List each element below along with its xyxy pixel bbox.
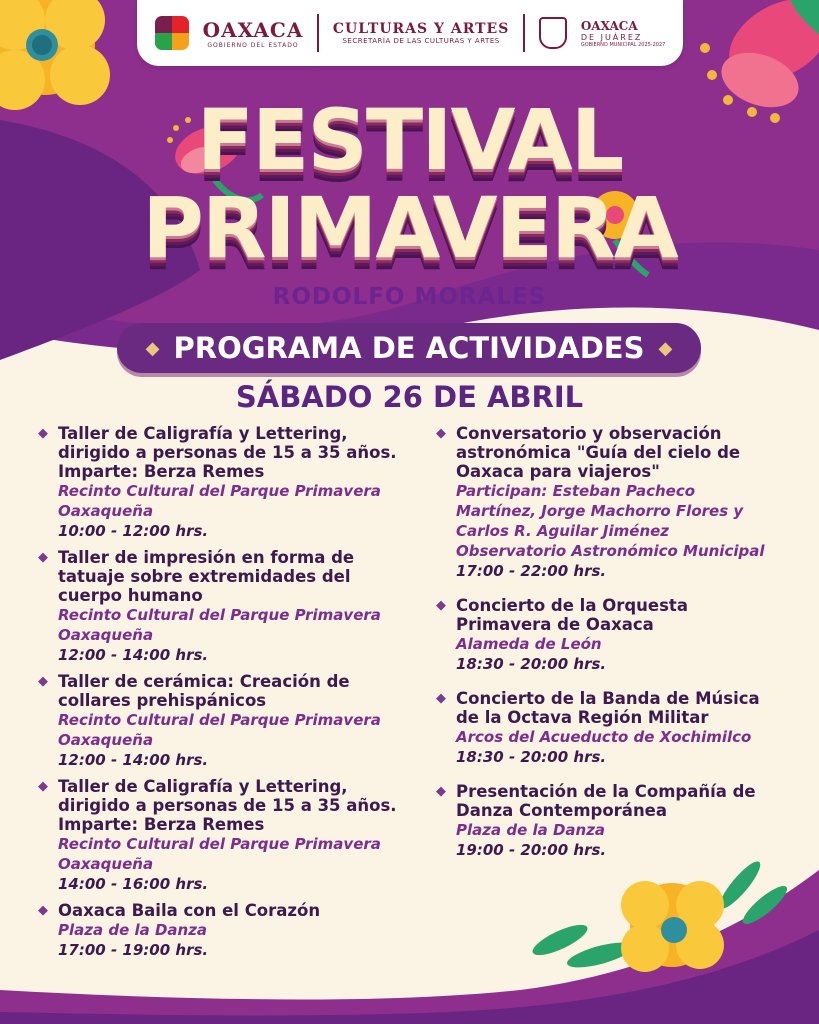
activity-place-line: Recinto Cultural del Parque Primavera xyxy=(58,482,381,500)
culturas-name: CULTURAS Y ARTES xyxy=(332,21,510,37)
activity-time: 12:00 - 14:00 hrs. xyxy=(58,751,209,769)
activity-time: 10:00 - 12:00 hrs. xyxy=(58,522,209,540)
activity-place-line: Oaxaqueña xyxy=(58,502,154,520)
divider xyxy=(523,14,525,52)
oaxaca-state-sub: GOBIERNO DEL ESTADO xyxy=(207,41,299,49)
activity-item xyxy=(436,424,796,581)
oaxaca-state-logo-icon xyxy=(155,16,189,50)
activity-title-line: Taller de Caligrafía y Lettering, xyxy=(58,424,348,443)
activity-place-line: Plaza de la Danza xyxy=(58,921,208,939)
activity-title-line: Oaxaca Baila con el Corazón xyxy=(58,901,321,920)
activity-place-line: Recinto Cultural del Parque Primavera xyxy=(58,606,381,624)
bullet-diamond-icon: ◆ xyxy=(436,784,446,799)
festival-title xyxy=(0,91,819,277)
bullet-diamond-icon: ◆ xyxy=(38,674,48,689)
activity-place-line: Observatorio Astronómico Municipal xyxy=(456,542,765,560)
activity-time: 18:30 - 20:00 hrs. xyxy=(456,655,607,673)
festival-subtitle: RODOLFO MORALES xyxy=(272,284,547,310)
activity-item xyxy=(38,548,408,665)
juarez-sub: GOBIERNO MUNICIPAL 2025-2027 xyxy=(580,41,666,48)
activity-item xyxy=(38,777,408,894)
activity-time: 19:00 - 20:00 hrs. xyxy=(456,841,607,859)
activity-title-line: de la Octava Región Militar xyxy=(456,708,709,727)
title-line-2: PRIMAVERA xyxy=(142,179,677,277)
bullet-diamond-icon: ◆ xyxy=(436,426,446,441)
activity-place-line: Oaxaqueña xyxy=(58,626,154,644)
program-label: PROGRAMA DE ACTIVIDADES xyxy=(173,331,645,365)
diamond-icon: ◆ xyxy=(658,337,673,359)
activity-title-line: Concierto de la Orquesta xyxy=(456,596,688,615)
activities-right-column xyxy=(436,424,796,875)
oaxaca-state-name: OAXACA xyxy=(202,17,304,42)
culturas-logo xyxy=(333,21,509,45)
bullet-diamond-icon: ◆ xyxy=(38,779,48,794)
header-logos xyxy=(137,0,683,66)
activity-title-line: cuerpo humano xyxy=(58,586,203,605)
bullet-diamond-icon: ◆ xyxy=(38,903,48,918)
activity-title-line: Oaxaca para viajeros" xyxy=(456,462,660,481)
activity-title-line: Concierto de la Banda de Música xyxy=(456,689,760,708)
activity-item xyxy=(38,672,408,770)
activity-place-line: Plaza de la Danza xyxy=(456,821,606,839)
activity-place-line: Recinto Cultural del Parque Primavera xyxy=(58,711,381,729)
activity-title-line: dirigido a personas de 15 a 35 años. xyxy=(58,443,397,462)
activity-place-line: Alameda de León xyxy=(456,635,602,653)
activity-time: 18:30 - 20:00 hrs. xyxy=(456,748,607,766)
activity-item xyxy=(436,596,796,674)
bullet-diamond-icon: ◆ xyxy=(38,550,48,565)
juarez-mid: DE JUÁREZ xyxy=(580,32,643,42)
activity-time: 17:00 - 19:00 hrs. xyxy=(58,941,209,959)
activity-place-line: Participan: Esteban Pacheco xyxy=(456,482,696,500)
activity-item xyxy=(38,901,408,960)
event-date: SÁBADO 26 DE ABRIL xyxy=(235,380,584,414)
activity-place-line: Martínez, Jorge Machorro Flores y xyxy=(456,502,744,520)
activity-title-line: Imparte: Berza Remes xyxy=(58,462,265,481)
activity-title-line: Taller de impresión en forma de xyxy=(58,548,355,567)
juarez-name: OAXACA xyxy=(580,18,638,33)
diamond-icon: ◆ xyxy=(145,337,160,359)
program-banner xyxy=(117,323,701,373)
activity-time: 12:00 - 14:00 hrs. xyxy=(58,646,209,664)
activity-place-line: Oaxaqueña xyxy=(58,855,154,873)
activity-place-line: Carlos R. Aguilar Jiménez xyxy=(456,522,670,540)
juarez-logo xyxy=(581,19,666,48)
activity-title-line: collares prehispánicos xyxy=(58,691,267,710)
divider xyxy=(317,14,319,52)
bullet-diamond-icon: ◆ xyxy=(436,691,446,706)
oaxaca-state-logo xyxy=(203,18,304,49)
activity-title-line: tatuaje sobre extremidades del xyxy=(58,567,351,586)
activities-left-column xyxy=(38,424,408,967)
activity-time: 17:00 - 22:00 hrs. xyxy=(456,562,607,580)
bullet-diamond-icon: ◆ xyxy=(38,426,48,441)
flower-top-left-icon xyxy=(0,0,110,110)
activity-title-line: Danza Contemporánea xyxy=(456,801,668,820)
culturas-sub: SECRETARÍA DE LAS CULTURAS Y ARTES xyxy=(342,37,500,45)
activity-title-line: Taller de cerámica: Creación de xyxy=(58,672,350,691)
activity-item xyxy=(38,424,408,541)
activity-title-line: Presentación de la Compañía de xyxy=(456,782,756,801)
juarez-shield-icon xyxy=(539,17,567,49)
activity-time: 14:00 - 16:00 hrs. xyxy=(58,875,209,893)
activity-place-line: Oaxaqueña xyxy=(58,731,154,749)
title-line-1: FESTIVAL xyxy=(196,91,623,189)
bullet-diamond-icon: ◆ xyxy=(436,598,446,613)
activity-item xyxy=(436,782,796,860)
activity-title-line: Taller de Caligrafía y Lettering, xyxy=(58,777,348,796)
activity-title-line: Primavera de Oaxaca xyxy=(456,615,654,634)
activity-title-line: dirigido a personas de 15 a 35 años. xyxy=(58,796,397,815)
activity-title-line: Imparte: Berza Remes xyxy=(58,815,265,834)
activity-title-line: Conversatorio y observación xyxy=(456,424,722,443)
activity-title-line: astronómica "Guía del cielo de xyxy=(456,443,741,462)
activity-item xyxy=(436,689,796,767)
activity-place-line: Arcos del Acueducto de Xochimilco xyxy=(456,728,752,746)
activity-place-line: Recinto Cultural del Parque Primavera xyxy=(58,835,381,853)
